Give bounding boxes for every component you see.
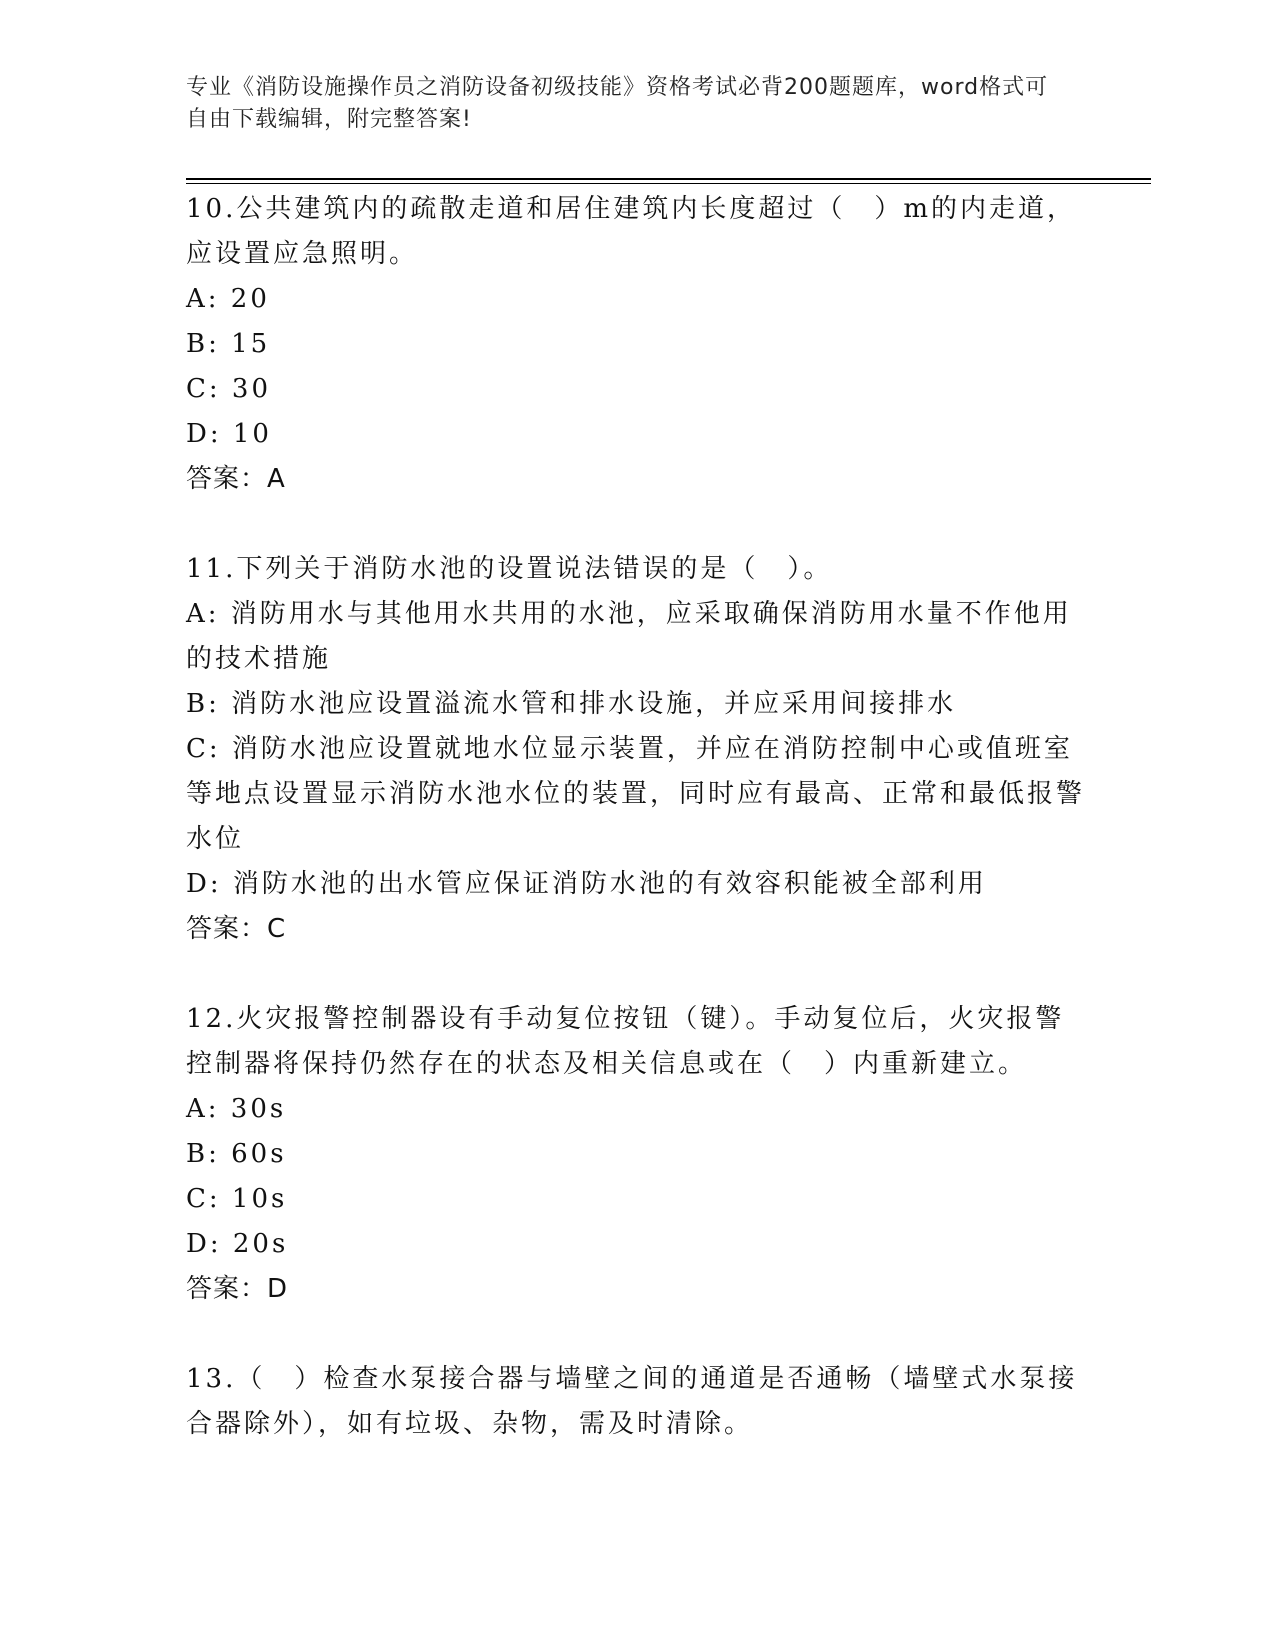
answer: 答案：A — [186, 464, 286, 494]
answer: 答案：C — [186, 914, 287, 944]
option-a: A: 30s — [186, 1094, 287, 1124]
option-d: D: 10 — [186, 419, 272, 449]
question-spacer — [186, 952, 1086, 997]
answer: 答案：D — [186, 1274, 289, 1304]
question-stem: 13.（ ）检查水泵接合器与墙壁之间的通道是否通畅（墙壁式水泵接合器除外），如有垃圾、杂物，需及时清除。 — [186, 1364, 1078, 1439]
option-d: D: 消防水池的出水管应保证消防水池的有效容积能被全部利用 — [186, 869, 987, 899]
question-stem: 11.下列关于消防水池的设置说法错误的是（ ）。 — [186, 554, 833, 584]
option-a: A: 20 — [186, 284, 270, 314]
header-divider-thin — [186, 183, 1151, 184]
option-b: B: 消防水池应设置溢流水管和排水设施，并应采用间接排水 — [186, 689, 957, 719]
question-list — [186, 187, 1086, 1447]
question-10 — [186, 187, 1086, 502]
question-stem: 12.火灾报警控制器设有手动复位按钮（键）。手动复位后，火灾报警控制器将保持仍然存在的状态及相关信息或在（ ）内重新建立。 — [186, 1004, 1065, 1079]
question-11 — [186, 547, 1086, 952]
option-b: B: 60s — [186, 1139, 287, 1169]
question-stem: 10.公共建筑内的疏散走道和居住建筑内长度超过（ ）m的内走道，应设置应急照明。 — [186, 194, 1077, 269]
option-c: C: 30 — [186, 374, 272, 404]
question-spacer — [186, 502, 1086, 547]
option-a: A: 消防用水与其他用水共用的水池，应采取确保消防用水量不作他用的技术措施 — [186, 599, 1072, 674]
page-header: 专业《消防设施操作员之消防设备初级技能》资格考试必背200题题库，word格式可自由下载编辑，附完整答案! — [186, 75, 1049, 132]
question-spacer — [186, 1312, 1086, 1357]
option-d: D: 20s — [186, 1229, 289, 1259]
option-b: B: 15 — [186, 329, 271, 359]
question-13 — [186, 1357, 1086, 1447]
header-divider-thick — [186, 178, 1151, 180]
question-12 — [186, 997, 1086, 1312]
option-c: C: 10s — [186, 1184, 288, 1214]
option-c: C: 消防水池应设置就地水位显示装置，并应在消防控制中心或值班室等地点设置显示消防水池水位的装置，同时应有最高、正常和最低报警水位 — [186, 734, 1086, 854]
